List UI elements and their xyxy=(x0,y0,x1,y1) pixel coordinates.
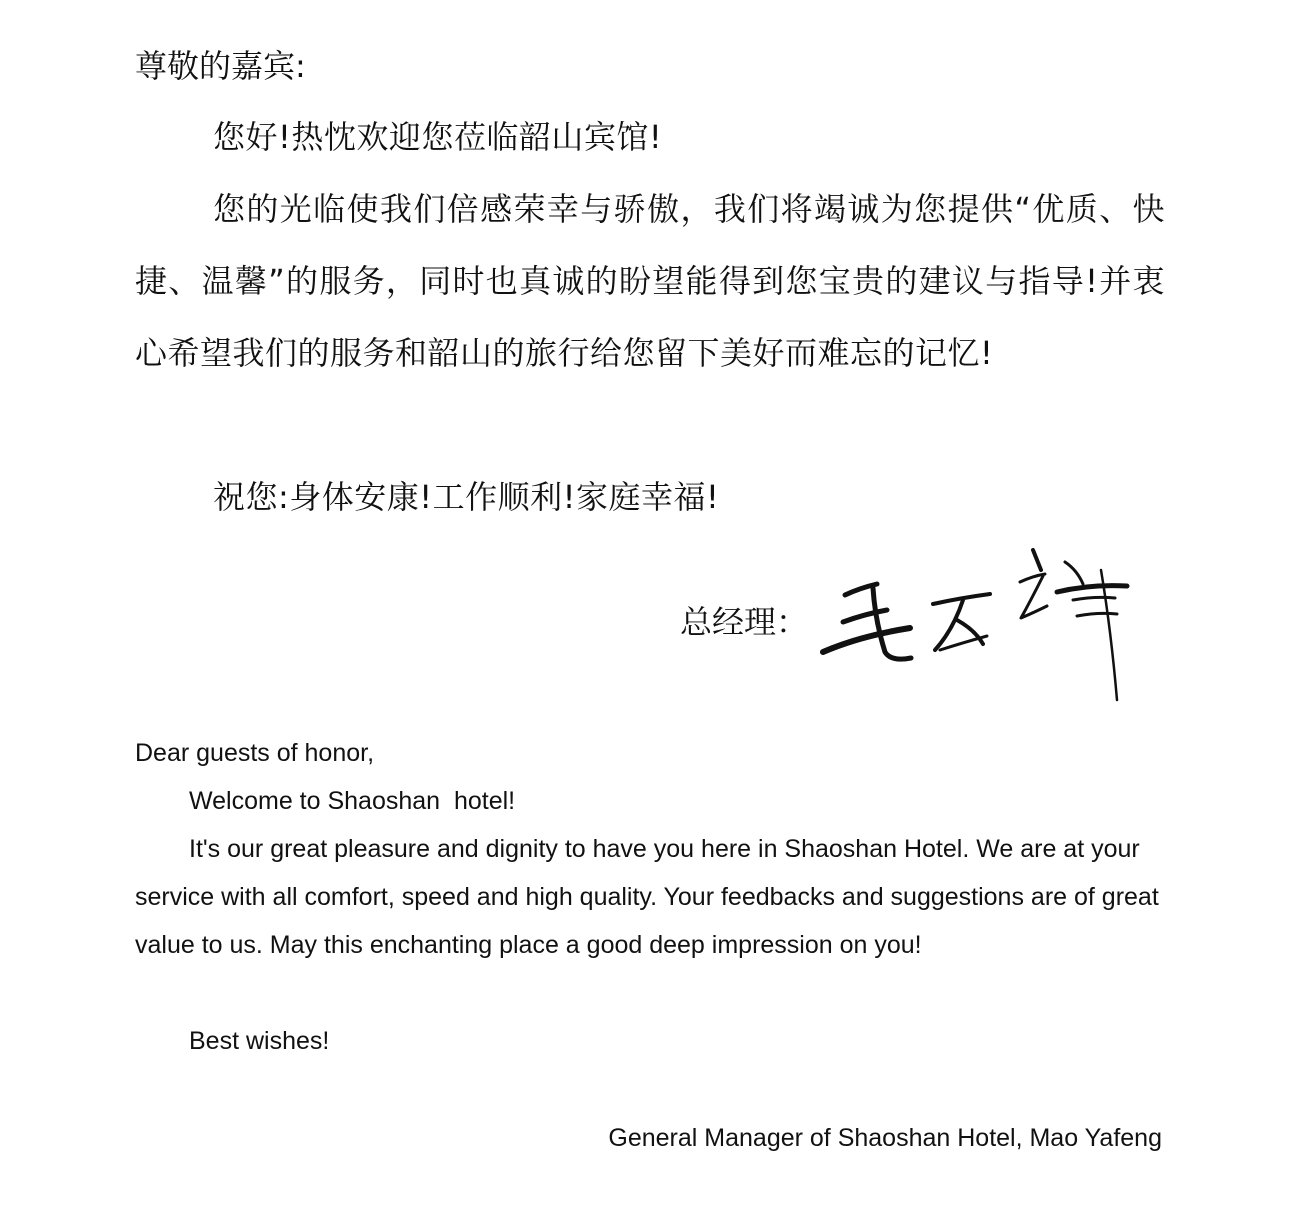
en-salutation: Dear guests of honor, xyxy=(135,739,375,767)
zh-wishes: 祝您:身体安康!工作顺利!家庭幸福! xyxy=(213,478,720,516)
zh-body-paragraph: 您的光临使我们倍感荣幸与骄傲，我们将竭诚为您提供“优质、快捷、温馨”的服务，同时也真诚的盼望能得到您宝贵的建议与指导!并衷心希望我们的服务和韶山的旅行给您留下美好而难忘的记忆! xyxy=(135,190,1165,372)
en-closing: Best wishes! xyxy=(189,1027,330,1055)
handwritten-signature xyxy=(815,540,1145,705)
zh-signature-title: 总经理： xyxy=(680,603,809,641)
zh-salutation: 尊敬的嘉宾: xyxy=(135,47,306,85)
zh-greeting: 您好!热忱欢迎您莅临韶山宾馆! xyxy=(213,118,663,156)
en-body-paragraph: It's our great pleasure and dignity to have you here in Shaoshan Hotel. We are at your service with all comfort, speed and high quality. Your feedbacks and suggestions are of great value to us. May this enchanting place a good deep impression on you! xyxy=(135,835,1159,959)
en-greeting: Welcome to Shaoshan hotel! xyxy=(189,787,516,815)
en-signature: General Manager of Shaoshan Hotel, Mao Yafeng xyxy=(608,1124,1162,1152)
